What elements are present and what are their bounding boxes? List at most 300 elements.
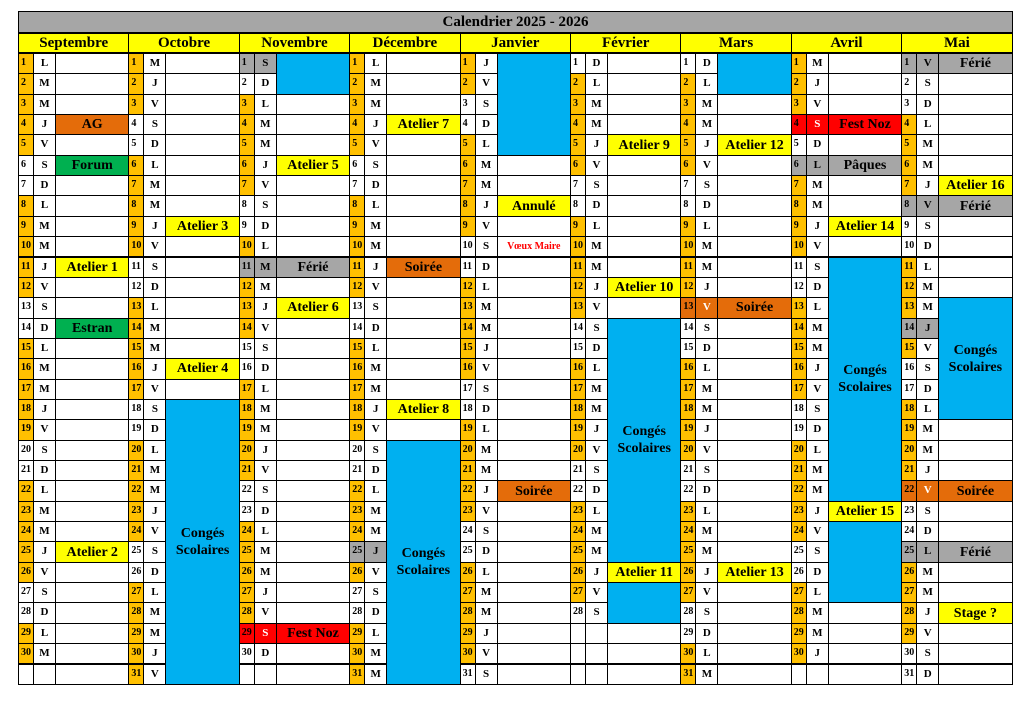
event-cell xyxy=(276,358,350,379)
weekday-letter: S xyxy=(33,297,56,318)
weekday-letter: M xyxy=(695,236,718,257)
weekday-letter: M xyxy=(806,318,829,339)
weekday-letter: L xyxy=(806,440,829,461)
day-number: 29 xyxy=(791,623,807,644)
weekday-letter: M xyxy=(695,257,718,278)
event-cell xyxy=(386,216,460,237)
weekday-letter: M xyxy=(33,94,56,115)
day-number: 10 xyxy=(239,236,255,257)
day-number: 19 xyxy=(239,419,255,440)
weekday-letter: S xyxy=(916,216,939,237)
day-number: 2 xyxy=(349,73,365,94)
event-cell xyxy=(276,602,350,623)
weekday-letter: L xyxy=(254,379,277,400)
event-cell xyxy=(497,664,571,685)
day-number: 29 xyxy=(349,623,365,644)
day-number: 5 xyxy=(570,134,586,155)
weekday-letter: J xyxy=(806,73,829,94)
day-number: 17 xyxy=(791,379,807,400)
day-number: 28 xyxy=(18,602,34,623)
event-cell xyxy=(717,236,791,257)
day-number: 23 xyxy=(128,501,144,522)
event-cell xyxy=(938,643,1012,664)
weekday-letter: J xyxy=(475,623,498,644)
day-number: 10 xyxy=(901,236,917,257)
weekday-letter: M xyxy=(143,460,166,481)
event-cell xyxy=(386,379,460,400)
weekday-letter: M xyxy=(33,73,56,94)
event-cell xyxy=(55,643,129,664)
weekday-letter: L xyxy=(695,643,718,664)
day-number: 29 xyxy=(18,623,34,644)
day-number: 22 xyxy=(570,480,586,501)
day-number: 14 xyxy=(901,318,917,339)
day-number: 19 xyxy=(128,419,144,440)
weekday-letter: D xyxy=(475,114,498,135)
weekday-letter: L xyxy=(806,155,829,176)
weekday-letter: L xyxy=(33,53,56,74)
event-cell xyxy=(55,602,129,623)
weekday-letter: M xyxy=(585,521,608,542)
day-number: 7 xyxy=(460,175,476,196)
day-number: 21 xyxy=(18,460,34,481)
event-cell xyxy=(165,318,239,339)
weekday-letter: M xyxy=(364,379,387,400)
event-cell xyxy=(717,338,791,359)
weekday-letter: S xyxy=(806,541,829,562)
event-cell xyxy=(607,94,681,115)
event-cell xyxy=(386,419,460,440)
weekday-letter: V xyxy=(475,73,498,94)
event-cell xyxy=(276,236,350,257)
day-number: 4 xyxy=(18,114,34,135)
day-number: 8 xyxy=(570,195,586,216)
day-number: 22 xyxy=(901,480,917,501)
weekday-letter: V xyxy=(916,53,939,74)
event-cell xyxy=(55,379,129,400)
day-number: 13 xyxy=(128,297,144,318)
weekday-letter: S xyxy=(143,541,166,562)
event-cell xyxy=(276,318,350,339)
weekday-letter: J xyxy=(806,643,829,664)
event-cell xyxy=(938,94,1012,115)
event-cell xyxy=(497,501,571,522)
day-number: 23 xyxy=(349,501,365,522)
day-number: 7 xyxy=(570,175,586,196)
weekday-letter: S xyxy=(364,155,387,176)
weekday-letter: S xyxy=(475,379,498,400)
day-number: 5 xyxy=(680,134,696,155)
day-number: 25 xyxy=(570,541,586,562)
day-number: 6 xyxy=(791,155,807,176)
event-cell xyxy=(55,53,129,74)
day-number: 3 xyxy=(349,94,365,115)
event-ferie: Férié xyxy=(938,195,1012,216)
day-number: 26 xyxy=(349,562,365,583)
event-cell xyxy=(938,155,1012,176)
weekday-letter: M xyxy=(475,318,498,339)
event-cell xyxy=(276,195,350,216)
day-number: 4 xyxy=(239,114,255,135)
day-number: 12 xyxy=(239,277,255,298)
event-atelier-1: Atelier 1 xyxy=(55,257,129,278)
event-cell xyxy=(55,94,129,115)
weekday-letter: M xyxy=(806,480,829,501)
day-number: 5 xyxy=(18,134,34,155)
weekday-letter: D xyxy=(475,399,498,420)
day-number: 29 xyxy=(901,623,917,644)
weekday-letter: L xyxy=(254,236,277,257)
event-cell xyxy=(938,582,1012,603)
event-cell xyxy=(938,664,1012,685)
event-cell xyxy=(938,134,1012,155)
weekday-letter: M xyxy=(475,440,498,461)
day-number: 15 xyxy=(239,338,255,359)
day-number: 21 xyxy=(901,460,917,481)
weekday-letter: D xyxy=(254,643,277,664)
weekday-letter: L xyxy=(695,73,718,94)
day-number: 7 xyxy=(239,175,255,196)
day-number: 29 xyxy=(128,623,144,644)
event-cell xyxy=(55,623,129,644)
weekday-letter: J xyxy=(475,53,498,74)
weekday-letter: S xyxy=(585,460,608,481)
weekday-letter: J xyxy=(364,399,387,420)
weekday-letter: M xyxy=(254,257,277,278)
weekday-letter: S xyxy=(585,602,608,623)
event-fest-noz: Fest Noz xyxy=(828,114,902,135)
weekday-letter: M xyxy=(254,277,277,298)
weekday-letter: M xyxy=(475,602,498,623)
weekday-letter: D xyxy=(33,175,56,196)
day-number: 7 xyxy=(349,175,365,196)
day-number: 6 xyxy=(570,155,586,176)
day-number: 3 xyxy=(570,94,586,115)
day-number: 17 xyxy=(570,379,586,400)
day-number: 1 xyxy=(901,53,917,74)
event-atelier-12: Atelier 12 xyxy=(717,134,791,155)
day-number: 28 xyxy=(901,602,917,623)
event-atelier-3: Atelier 3 xyxy=(165,216,239,237)
weekday-letter: M xyxy=(695,94,718,115)
weekday-letter: V xyxy=(585,297,608,318)
weekday-letter: M xyxy=(916,297,939,318)
weekday-letter: J xyxy=(254,297,277,318)
weekday-letter: M xyxy=(916,562,939,583)
day-number: 23 xyxy=(460,501,476,522)
day-number: 1 xyxy=(680,53,696,74)
day-number: 12 xyxy=(460,277,476,298)
event-cell xyxy=(717,114,791,135)
weekday-letter: S xyxy=(254,338,277,359)
day-number: 26 xyxy=(460,562,476,583)
weekday-letter: D xyxy=(143,419,166,440)
day-number: 18 xyxy=(791,399,807,420)
day-number: 24 xyxy=(680,521,696,542)
weekday-letter: L xyxy=(143,155,166,176)
weekday-letter: S xyxy=(695,602,718,623)
day-number: 14 xyxy=(239,318,255,339)
event-cell xyxy=(55,440,129,461)
event-stage: Stage ? xyxy=(938,602,1012,623)
calendar-sheet xyxy=(18,11,1013,693)
day-number: 16 xyxy=(570,358,586,379)
day-number: 14 xyxy=(349,318,365,339)
event-cell xyxy=(607,236,681,257)
day-number: 14 xyxy=(791,318,807,339)
weekday-letter: D xyxy=(364,460,387,481)
weekday-letter: L xyxy=(916,114,939,135)
day-number: 17 xyxy=(239,379,255,400)
day-number: 15 xyxy=(791,338,807,359)
weekday-letter: V xyxy=(364,419,387,440)
event-cell xyxy=(497,440,571,461)
weekday-letter: L xyxy=(585,216,608,237)
day-number: 26 xyxy=(791,562,807,583)
day-number: 5 xyxy=(128,134,144,155)
weekday-letter: V xyxy=(143,236,166,257)
day-number: 8 xyxy=(460,195,476,216)
weekday-letter: D xyxy=(806,134,829,155)
event-ferie: Férié xyxy=(276,257,350,278)
event-ferie: Férié xyxy=(938,53,1012,74)
event-cell xyxy=(938,216,1012,237)
day-number: 13 xyxy=(239,297,255,318)
day-number: 15 xyxy=(570,338,586,359)
weekday-letter: V xyxy=(254,602,277,623)
weekday-letter: J xyxy=(695,134,718,155)
day-number: 27 xyxy=(128,582,144,603)
weekday-letter: J xyxy=(916,175,939,196)
weekday-letter: J xyxy=(475,338,498,359)
weekday-letter: S xyxy=(33,582,56,603)
weekday-letter: D xyxy=(33,602,56,623)
weekday-letter: V xyxy=(33,419,56,440)
weekday-letter: V xyxy=(364,562,387,583)
event-cell xyxy=(165,379,239,400)
event-cell xyxy=(55,562,129,583)
event-cell xyxy=(938,257,1012,278)
event-cell xyxy=(276,501,350,522)
event-cell xyxy=(55,419,129,440)
weekday-letter: V xyxy=(143,94,166,115)
day-number: 30 xyxy=(791,643,807,664)
event-cell xyxy=(276,582,350,603)
day-number: 25 xyxy=(460,541,476,562)
day-number: 18 xyxy=(18,399,34,420)
event-cell xyxy=(607,623,681,644)
event-cell xyxy=(828,195,902,216)
event-cell xyxy=(938,460,1012,481)
day-number: 7 xyxy=(901,175,917,196)
weekday-letter: D xyxy=(254,358,277,379)
event-cell xyxy=(165,195,239,216)
day-number: 20 xyxy=(680,440,696,461)
weekday-letter: M xyxy=(254,562,277,583)
event-cell xyxy=(276,541,350,562)
event-cell xyxy=(717,664,791,685)
day-number: 25 xyxy=(680,541,696,562)
day-number: 7 xyxy=(128,175,144,196)
event-cell xyxy=(276,399,350,420)
day-number: 20 xyxy=(460,440,476,461)
day-number: 21 xyxy=(349,460,365,481)
weekday-letter: S xyxy=(33,440,56,461)
weekday-letter: D xyxy=(33,318,56,339)
day-number: 31 xyxy=(128,664,144,685)
day-number: 21 xyxy=(460,460,476,481)
weekday-letter: M xyxy=(806,623,829,644)
day-number: 19 xyxy=(791,419,807,440)
weekday-letter: V xyxy=(143,664,166,685)
day-number: 3 xyxy=(791,94,807,115)
day-number: 12 xyxy=(680,277,696,298)
weekday-letter: M xyxy=(364,358,387,379)
day-number: 20 xyxy=(128,440,144,461)
weekday-letter: M xyxy=(695,114,718,135)
weekday-letter: J xyxy=(254,155,277,176)
day-number: 18 xyxy=(460,399,476,420)
weekday-letter xyxy=(585,643,608,664)
day-number: 18 xyxy=(570,399,586,420)
weekday-letter: L xyxy=(695,358,718,379)
day-number: 27 xyxy=(18,582,34,603)
weekday-letter: M xyxy=(806,175,829,196)
event-cell xyxy=(276,94,350,115)
weekday-letter: D xyxy=(254,216,277,237)
day-number: 4 xyxy=(791,114,807,135)
weekday-letter: J xyxy=(585,134,608,155)
weekday-letter: S xyxy=(475,236,498,257)
weekday-letter: M xyxy=(254,541,277,562)
event-atelier-14: Atelier 14 xyxy=(828,216,902,237)
event-cell xyxy=(717,379,791,400)
day-number: 15 xyxy=(901,338,917,359)
weekday-letter: J xyxy=(143,643,166,664)
weekday-letter xyxy=(585,623,608,644)
day-number xyxy=(791,664,807,685)
day-number: 18 xyxy=(901,399,917,420)
event-cell xyxy=(386,195,460,216)
weekday-letter: S xyxy=(806,114,829,135)
weekday-letter: M xyxy=(254,399,277,420)
day-number: 26 xyxy=(680,562,696,583)
weekday-letter: S xyxy=(143,114,166,135)
day-number: 3 xyxy=(239,94,255,115)
day-number: 16 xyxy=(680,358,696,379)
day-number: 27 xyxy=(791,582,807,603)
event-cell xyxy=(55,175,129,196)
day-number: 11 xyxy=(18,257,34,278)
day-number: 16 xyxy=(901,358,917,379)
weekday-letter: M xyxy=(585,257,608,278)
day-number: 20 xyxy=(349,440,365,461)
weekday-letter: L xyxy=(475,134,498,155)
weekday-letter: V xyxy=(475,501,498,522)
event-cell xyxy=(497,399,571,420)
event-cell xyxy=(497,358,571,379)
event-atelier-15: Atelier 15 xyxy=(828,501,902,522)
weekday-letter: S xyxy=(254,195,277,216)
day-number: 16 xyxy=(239,358,255,379)
weekday-letter: M xyxy=(585,114,608,135)
day-number: 13 xyxy=(349,297,365,318)
weekday-letter: V xyxy=(143,379,166,400)
event-forum: Forum xyxy=(55,155,129,176)
weekday-letter: L xyxy=(364,53,387,74)
event-cell xyxy=(165,297,239,318)
day-number: 31 xyxy=(680,664,696,685)
weekday-letter: D xyxy=(585,480,608,501)
day-number: 12 xyxy=(128,277,144,298)
day-number: 4 xyxy=(680,114,696,135)
day-number: 18 xyxy=(239,399,255,420)
weekday-letter: V xyxy=(364,277,387,298)
weekday-letter: M xyxy=(143,195,166,216)
weekday-letter: L xyxy=(806,582,829,603)
weekday-letter: M xyxy=(585,541,608,562)
weekday-letter: L xyxy=(364,195,387,216)
event-atelier-10: Atelier 10 xyxy=(607,277,681,298)
event-cell xyxy=(276,277,350,298)
day-number: 19 xyxy=(349,419,365,440)
day-number: 12 xyxy=(901,277,917,298)
month-header-1: Septembre xyxy=(18,33,129,53)
weekday-letter: D xyxy=(695,480,718,501)
weekday-letter: M xyxy=(364,94,387,115)
day-number: 8 xyxy=(791,195,807,216)
day-number: 19 xyxy=(901,419,917,440)
event-cell xyxy=(607,297,681,318)
weekday-letter: J xyxy=(695,562,718,583)
day-number: 3 xyxy=(460,94,476,115)
event-atelier-8: Atelier 8 xyxy=(386,399,460,420)
weekday-letter: L xyxy=(585,73,608,94)
month-header-3: Novembre xyxy=(239,33,350,53)
event-cell xyxy=(497,643,571,664)
day-number: 5 xyxy=(349,134,365,155)
weekday-letter: D xyxy=(916,94,939,115)
day-number: 23 xyxy=(239,501,255,522)
day-number: 30 xyxy=(460,643,476,664)
event-annule: Annulé xyxy=(497,195,571,216)
event-cell xyxy=(165,175,239,196)
day-number: 8 xyxy=(901,195,917,216)
weekday-letter: J xyxy=(916,602,939,623)
day-number: 19 xyxy=(460,419,476,440)
event-cell xyxy=(497,541,571,562)
weekday-letter: L xyxy=(143,440,166,461)
event-v-ux-maire: Vœux Maire xyxy=(497,236,571,257)
weekday-letter: M xyxy=(33,643,56,664)
weekday-letter: M xyxy=(33,521,56,542)
day-number: 1 xyxy=(349,53,365,74)
event-cell xyxy=(276,460,350,481)
day-number: 12 xyxy=(18,277,34,298)
weekday-letter: S xyxy=(364,297,387,318)
weekday-letter: M xyxy=(143,623,166,644)
day-number: 15 xyxy=(128,338,144,359)
event-cell xyxy=(386,155,460,176)
day-number: 10 xyxy=(128,236,144,257)
event-cell xyxy=(55,236,129,257)
event-cell xyxy=(386,358,460,379)
weekday-letter: V xyxy=(475,643,498,664)
weekday-letter: D xyxy=(916,379,939,400)
weekday-letter: D xyxy=(916,664,939,685)
day-number: 27 xyxy=(349,582,365,603)
weekday-letter: V xyxy=(143,521,166,542)
